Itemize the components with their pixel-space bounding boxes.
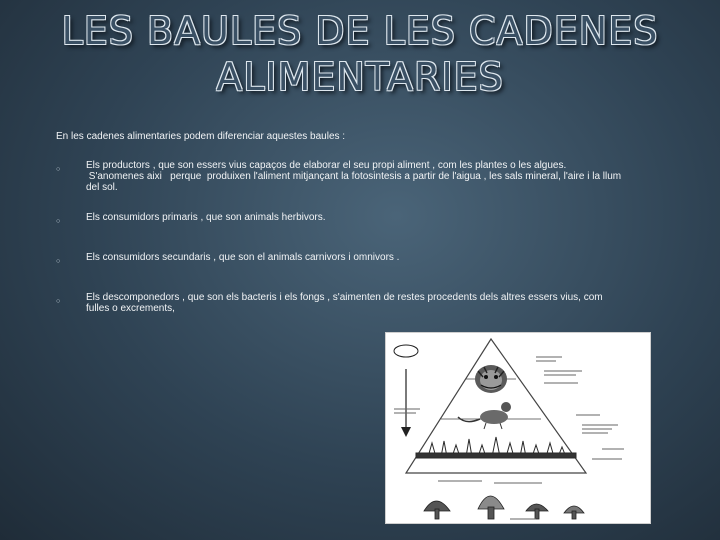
title-line-1: LES BAULES DE LES CADENES (61, 9, 659, 53)
pyramid-illustration (386, 333, 650, 523)
bullet-line: Els productors , que son essers vius capaços de elaborar el seu propi aliment , com les plantes o les algues. (86, 160, 567, 171)
slide-title (60, 8, 660, 100)
bullet-line: del sol. (86, 182, 118, 193)
bullet-line: S'anomenes aixi perque produixen l'aliment mitjançant la fotosintesis a partir de l'aigua , les sals mineral, l'aire i la llum (86, 171, 622, 182)
bullet-line: Els consumidors secundaris , que son el animals carnivors i omnivors . (86, 252, 400, 263)
list-item (56, 212, 656, 223)
sun-icon (394, 345, 418, 357)
list-item (56, 160, 656, 193)
intro-text: En les cadenes alimentaries podem diferenciar aquestes baules : (56, 131, 346, 142)
bullet-icon: ○ (56, 218, 61, 225)
arrow-head-icon (401, 427, 411, 437)
tiger-icon (475, 365, 507, 393)
bullet-icon: ○ (56, 258, 61, 265)
bullet-line: fulles o excrements, (86, 303, 175, 314)
grass-icon (416, 437, 576, 458)
bullet-icon: ○ (56, 166, 61, 173)
bullet-icon: ○ (56, 298, 61, 305)
bullet-line: Els descomponedors , que son els bacteris i els fongs , s'aimenten de restes procedents dels altres essers vius, com (86, 292, 603, 303)
list-item (56, 292, 656, 314)
list-item (56, 252, 656, 263)
title-line-2: ALIMENTARIES (216, 55, 504, 99)
mushrooms-icon (424, 496, 584, 519)
bullet-line: Els consumidors primaris , que son animals herbivors. (86, 212, 326, 223)
food-chain-pyramid-image (385, 332, 651, 524)
rodent-icon (458, 402, 511, 429)
